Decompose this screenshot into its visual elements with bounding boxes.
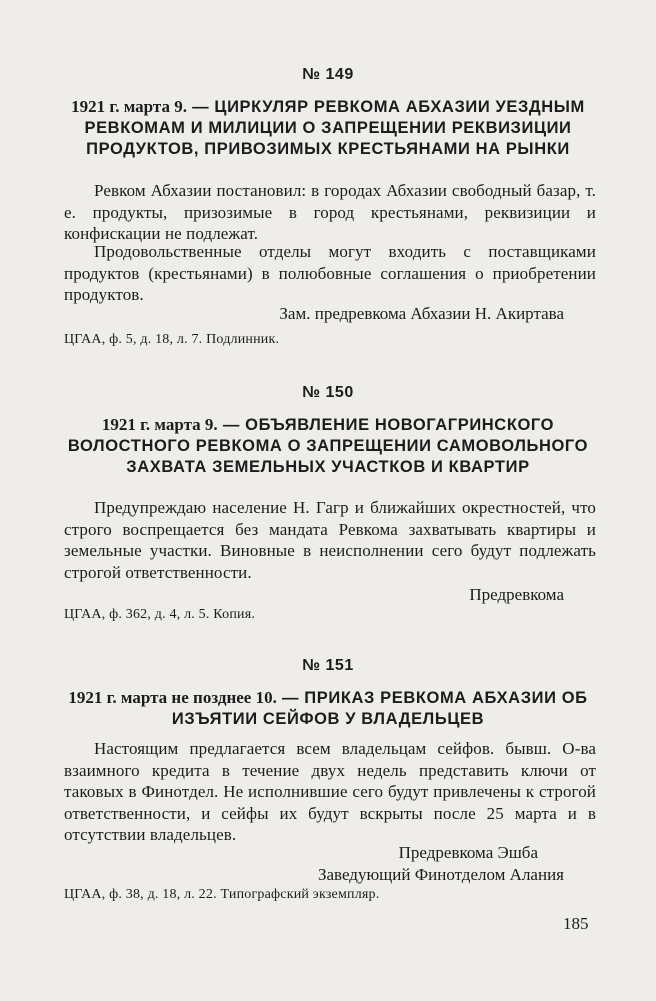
doc-151-signature-1: Предревкома Эшба	[398, 843, 538, 862]
doc-151-title-text: — ПРИКАЗ РЕВКОМА АБХАЗИИ ОБ ИЗЪЯТИИ СЕЙФОВ У ВЛАДЕЛЬЦЕВ	[171, 689, 588, 728]
doc-149-title-date: 1921 г. марта 9.	[71, 97, 187, 116]
doc-151-signatures	[0, 842, 564, 885]
doc-149-title-text: — ЦИРКУЛЯР РЕВКОМА АБХАЗИИ УЕЗДНЫМ РЕВКОМАМ И МИЛИЦИИ О ЗАПРЕЩЕНИИ РЕКВИЗИЦИИ ПРОДУКТОВ, ПРИВОЗИМЫХ КРЕСТЬЯНАМИ НА РЫНКИ	[84, 98, 585, 158]
doc-149-title	[60, 96, 596, 160]
doc-151-signature-2: Заведующий Финотделом Алания	[318, 864, 564, 884]
doc-149-paragraph-2: Продовольственные отделы могут входить с поставщиками продуктов (крестьянами) в полюбовные соглашения о приобретении продуктов.	[64, 242, 596, 304]
doc-150-title	[60, 414, 596, 478]
doc-150-signature: Предревкома	[469, 585, 564, 604]
doc-149-source: ЦГАА, ф. 5, д. 18, л. 7. Подлинник.	[64, 332, 280, 347]
doc-151-source: ЦГАА, ф. 38, д. 18, л. 22. Типографский экземпляр.	[64, 887, 380, 902]
doc-149-signature: Зам. предревкома Абхазии Н. Акиртава	[279, 304, 564, 323]
doc-150-title-text: — ОБЪЯВЛЕНИЕ НОВОГАГРИНСКОГО ВОЛОСТНОГО РЕВКОМА О ЗАПРЕЩЕНИИ САМОВОЛЬНОГО ЗАХВАТА ЗЕМЕЛЬНЫХ УЧАСТКОВ И КВАРТИР	[67, 416, 589, 476]
doc-149-paragraph-1: Ревком Абхазии постановил: в городах Абхазии свободный базар, т. е. продукты, призозимые в город крестьянами, реквизиции и конфискации не подлежат.	[64, 181, 596, 243]
doc-150-source: ЦГАА, ф. 362, д. 4, л. 5. Копия.	[64, 607, 256, 622]
doc-149-number: № 149	[302, 66, 354, 83]
doc-150-title-date: 1921 г. марта 9.	[101, 415, 218, 434]
doc-151-title	[60, 687, 596, 730]
doc-151-number: № 151	[302, 657, 354, 674]
doc-151-paragraph-1: Настоящим предлагается всем владельцам сейфов. бывш. О-ва взаимного кредита в течение двух недель представить ключи от таковых в Финотдел. Не исполнившие сего будут привлечены к строгой ответственности, и сейфы их будут вскрыты после 25 марта и в отсутствии владельцев.	[64, 739, 596, 844]
doc-151-title-date: 1921 г. марта не позднее 10.	[68, 688, 277, 707]
page-number: 185	[563, 914, 589, 933]
doc-150-paragraph-1: Предупреждаю население Н. Гагр и ближайших окрестностей, что строго воспрещается без мандата Ревкома захватывать квартиры и земельные участки. Виновные в неисполнении сего будут подлежать строгой ответственности.	[64, 498, 596, 582]
doc-150-number: № 150	[302, 384, 354, 401]
